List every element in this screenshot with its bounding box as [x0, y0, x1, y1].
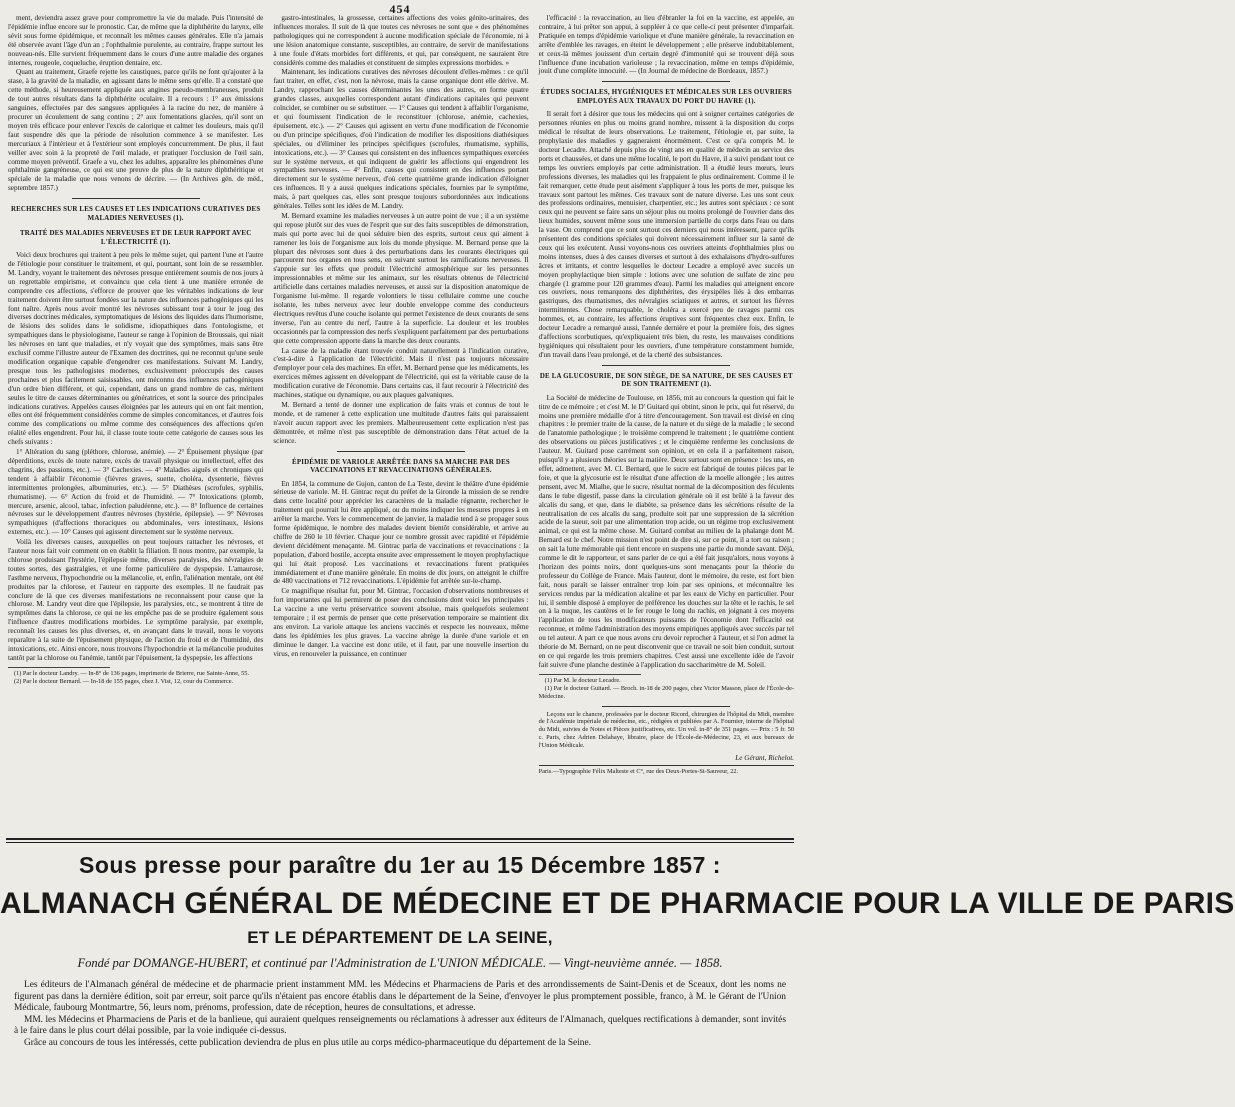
paragraph: Quant au traitement, Graefe rejette les caustiques, parce qu'ils ne font qu'ajouter à la stase, à la gravité de la maladie, en agissant dans le même sens qu'elle. Il a constaté que cette méthode, si heureusement appliquée aux angines pseudo-membraneuses, produit de tout autres résultats dans la diphthérite oculaire. Il a recours : 1° aux émissions sanguines, effectuées par des sangsues appliquées à la racine du nez, de manière à procurer un écoulement de sang continu ; 2° aux fomentations glacées, qu'il sont un moyen très efficace pour enlever l'excès de calorique et calmer les douleurs, mais qu'il faut suspendre dès que la période de résolution commence à se manifester. Les mercuriaux à l'intérieur et à l'extérieur sont employés concurremment. De plus, il faut veiller avec soin à la propreté de l'œil malade, et pratiquer l'occlusion de l'œil sain, comme moyen préventif. Graefe a vu, chez les adultes, apparaître les phénomènes d'une ophthalmie gangréneuse, ce qui est une preuve de plus de la nature diphthéritique et spéciale de la maladie que nous venons de décrire. — (In Archives gén. de méd., septembre 1857.): [8, 68, 264, 193]
paragraph: La Société de médecine de Toulouse, en 1856, mit au concours la question qui fait le titre de ce mémoire ; et c'est M. le D' Guitard qui obtint, sinon le prix, qui fut réservé, du moins une première médaille d'or à titre d'encouragement. Son travail est divisé en cinq chapitres : le premier traite de la cause, de la nature et du siège de la maladie ; le second de l'anatomie pathologique ; le troisième comprend le traitement ; le quatrième contient des observations ou pièces justificatives ; et le cinquième renferme les conclusions de l'auteur. M. Guitard pose carrément son opinion, et en cela il a parfaitement raison, puisqu'il y a plusieurs théories sur la matière. Deux surtout sont en présence : les uns, en effet, admettent, avec M. Cl. Bernard, que le sucre est fabriqué de toutes pièces par le foie, et que la glycosurie est le résultat d'une affection de la moelle allongée ; les autres pensent, avec M. Mialhe, que le sucre, résultat normal de la décomposition des féculents dans le tube digestif, passe dans la circulation générale où il est brûlé à la faveur des alcalis du sang, et que, dans le diabète, sa présence dans les sécrétions résulte de la neutralisation de ces alcalis du sang, produite soit par une suppression de la sécrétion acide de la sueur, soit par une alimentation trop acide, ou un régime trop exclusivement animal, ce qui est la même chose. M. Guitard combat au milieu de la phalange dont M. Bernard est le chef. Notre mission n'est point de dire si, sur ce point, il a tort ou raison ; on sait la lutte mémorable qui tient encore en suspens une partie du monde savant. Déjà, comme le dit le rapporteur, et sans parler de ce qui a été fait jusqu'alors, nous voyons à l'horizon des points noirs, dont quelques-uns sont menaçants pour la théorie du professeur du Collège de France. Mais l'auteur, dont le mémoire, du reste, est fort bien fait, nous paraît se laisser entraîner trop loin par ses opinions, et méconnaître les services rendus par la médication alcaline et par les eaux de Vichy en particulier. Pour lui, il semble disposé à employer de préférence les douches sur la tête et le rachis, le sel on à la nuque, les cautères et le fer rouge le long du rachis, en joignant à ces moyens l'application de tous les modificateurs puissants de l'économie dont l'efficacité est reconnue, et même l'administration des moyens empiriques appliqués avec succès par tel ou tel auteur. A part ce que nous avons cru devoir reprocher à l'auteur, et si l'on admet la théorie de M. Bernard, on ne peut disconvenir que ce travail ne soit bien conduit, surtout en ce qui regarde les trois premiers chapitres. C'est aussi une excellente idée de l'avoir fait suivre d'une planche destinée à l'application du saccharimètre de M. Soleil.: [538, 393, 794, 669]
signature: Le Gérant, Richelot.: [735, 753, 794, 762]
section-heading: DE LA GLUCOSURIE, DE SON SIÈGE, DE SA NATURE, DE SES CAUSES ET DE SON TRAITEMENT (1).: [539, 372, 793, 389]
paragraph: La cause de la maladie étant trouvée conduit naturellement à l'indication curative, c'est-à-dire à l'application de l'électricité. Mais il n'est pas toujours nécessaire d'employer pour cela des machines. En effet, M. Bernard pense que les médicaments, les exercices mêmes agissent en développant de l'électricité, qui est la véritable cause de la modification curative de l'économie. Dans certains cas, il faut recourir à l'électricité des machines, statique ou dynamique, ou aux plaques galvaniques.: [273, 346, 529, 400]
section-divider: [602, 706, 730, 707]
paragraph: M. Bernard examine les maladies nerveuses à un autre point de vue ; il a un système qui repose plutôt sur des vues de l'esprit que sur des faits susceptibles de démonstration, mais qui porte avec lui de quoi séduire bien des esprits, surtout ceux qui aiment à ramener les lois de l'organisme aux lois du monde physique. M. Bernard pense que la plupart des névroses sont dues à des perturbations dans les courants électriques qui parcourent nos organes en tous sens, en suivant surtout les ramifications nerveuses. Il s'appuie sur les effets que produit l'électricité atmosphérique sur les personnes impressionnables et même sur les animaux, sur les résultats obtenus de l'électricité artificielle dans certaines maladies nerveuses, et aussi sur la disposition anatomique de l'organisme lui-même. Il regarde volontiers le tissu cellulaire comme une couche isolante, les tubes nerveux avec leur double enveloppe comme des conducteurs électriques revêtus d'une couche isolante qui permet l'existence de deux courants de sens inverse, l'un au centre du nerf, l'autre à la superficie. La douleur et les troubles occasionnés par la compression des nerfs s'expliquent parfaitement par des perturbations que cette compression apporte dans la marche des deux courants.: [273, 211, 529, 345]
advertisement-rule: [6, 838, 794, 840]
footnote: (1) Par le docteur Landry. — In-8° de 136 pages, imprimerie de Brierre, rue Sainte-Anne, 55.: [14, 669, 250, 677]
imprint: Paris.—Typographie Félix Malteste et C°, rue des Deux-Portes-St-Sauveur, 22.: [539, 765, 794, 777]
section-heading: TRAITÉ DES MALADIES NERVEUSES ET DE LEUR RAPPORT AVEC L'ÉLECTRICITÉ (1).: [19, 230, 252, 246]
paragraph: M. Bernard a tenté de donner une explication de faits vrais et connus de tout le monde, et de ramener à cette explication une multitude d'autres faits qui paraissaient n'avoir aucun rapport avec les premiers. Malheureusement cette explication n'est pas démontrée, et même n'est pas susceptible de démonstration dans l'état actuel de la science.: [273, 400, 529, 445]
footnote-divider: [539, 674, 641, 675]
paragraph: gastro-intestinales, la grossesse, certaines affections des voies génito-urinaires, des influences morales. Il suit de là que toutes ces névroses ne sont que « des phénomènes pathologiques qui ne correspondent à aucune modification spéciale de l'économie, ni à une lésion anatomique constante, susceptibles, au contraire, de servir de manifestations à une foule d'états morbides fort différents, et qui, par conséquent, ne sauraient être considérés comme des maladies et constituent de simples expressions morbides. »: [273, 14, 529, 67]
paragraph: En 1854, la commune de Gujon, canton de La Teste, devint le théâtre d'une épidémie sérieuse de variole. M. H. Gintrac reçut du préfet de la Gironde la mission de se rendre dans cette localité pour apprécier les caractères de la maladie régnante, rechercher le traitement qui pourrait lui être appliqué, ou du moins indiquer les mesures propres à en arrêter la marche. Vers le commencement de janvier, la maladie tend à se propager sous forme épidémique, le nombre des malades devient bientôt considérable, et arrive au chiffre de 260 le 10 février. Chaque jour ce nombre grossit avec rapidité et l'épidémie devient décidément menaçante. M. Gintrac parla de vaccinations et revaccinations : la population, d'abord hostile, accepta ensuite avec empressement le moyen prophylactique qui lui était proposé. Les vaccinations et revaccinations furent pratiquées immédiatement et d'une manière générale. En moins de dix jours, on atteignit le chiffre de 480 vaccinations et 712 revaccinations. L'épidémie fut arrêtée sur-le-champ.: [273, 479, 529, 586]
ad-paragraph: MM. les Médecins et Pharmaciens de Paris et de la banlieue, qui auraient quelques renseignements ou réclamations à adresser aux éditeurs de l'Almanach, quelques rectifications à demander, sont invités à le faire dans le plus court délai possible, par la voie indiquée ci-dessus.: [14, 1014, 786, 1037]
footnote: (2) Par le docteur Bernard. — In-18 de 155 pages, chez J. Vist, 12, cour du Commerce.: [14, 678, 234, 686]
section-divider: [602, 365, 730, 366]
ad-subtitle: ET LE DÉPARTEMENT DE LA SEINE,: [247, 928, 553, 947]
paragraph: ment, deviendra assez grave pour compromettre la vie du malade. Puis l'intensité de l'épidémie influe encore sur le pronostic. Car, de même que la diphthérite du larynx, elle sévit sous forme épidémique, et reconnaît les mêmes causes générales. Elle n'a jamais été observée avant l'âge d'un an ; l'ophthalmie purulente, au contraire, frappe surtout les nouveau-nés. Elle survient fréquemment dans le cours d'une autre maladie des organes internes, rougeole, coqueluche, éruption dentaire, etc.: [8, 14, 264, 67]
ad-paragraph: Les éditeurs de l'Almanach général de médecine et de pharmacie prient instamment MM. les Médecins et Pharmaciens de Paris et des arrondissements de Saint-Denis et de Sceaux, dont les noms ne figurent pas dans la dernière édition, soit par erreur, soit parce qu'ils n'étaient pas encore établis dans le département de la Seine, d'envoyer le plus promptement possible, franco, à M. le Gérant de l'Union Médicale, faubourg Montmartre, 56, leurs nom, prénoms, profession, date de réception, heures de consultations, et adresse.: [14, 980, 786, 1014]
ad-title: ALMANACH GÉNÉRAL DE MÉDECINE ET DE PHARMACIE POUR LA VILLE DE PARIS: [0, 887, 1235, 920]
section-heading: ÉPIDÉMIE DE VARIOLE ARRÊTÉE DANS SA MARCHE PAR DES VACCINATIONS ET REVACCINATIONS GÉNÉRALES.: [292, 458, 510, 474]
column-2: [273, 14, 528, 832]
ad-founded-line: Fondé par DOMANGE-HUBERT, et continué par l'Administration de L'UNION MÉDICALE. — Vingt-neuvième année. — 1858.: [77, 956, 723, 970]
article-columns: [8, 14, 794, 832]
paragraph: Voilà les diverses causes, auxquelles on peut toujours rattacher les névroses, et l'auteur nous fait voir comment on en établit la filiation. Il nous montre, par exemple, la chlorose produisant l'hystérie, l'épilepsie même, diverses paralysies, des névralgies de toutes sortes, des gastralgies, et une forme particulière de dyspepsie. L'amaurose, l'asthme nerveux, l'hypochondrie ou la mélancolie, et, enfin, l'aliénation mentale, ont été produites par la chlorose, et l'auteur en rapporte des exemples. Il ne faudrait pas conclure de là que ces diverses manifestations ne reconnaissent pour cause que la chlorose. M. Landry veut dire que l'épilepsie, les paralysies, etc., se montrent à titre de symptômes dans la chlorose, ce qui ne les empêche pas de se produire également sous l'influence d'autres modifications morbides. Le symptôme paralysie, par exemple, reconnaît les causes les plus diverses, et, en avançant dans le travail, nous le voyons reparaître à la suite de l'épuisement physique, de l'action du froid et de l'humidité, des intoxications, etc. Ainsi encore, nous trouvons l'hypochondrie et la mélancolie produites tantôt par la chlorose ou l'anémie, tantôt par l'épuisement, la dyspepsie, les affections: [8, 538, 264, 662]
footnote: (1) Par M. le docteur Lecadre.: [544, 676, 621, 684]
page-number: 454: [389, 2, 411, 16]
paragraph: Maintenant, les indications curatives des névroses découlent d'elles-mêmes : ce qu'il faut traiter, en effet, c'est, non la névrose, mais la cause organique dont elle dérive. M. Landry, rapprochant les causes déterminantes les unes des autres, en forme quatre grandes classes, auxquelles correspondent autant d'indications capitales qui peuvent coïncider, se combiner ou se substituer. — 1° Causes qui tendent à affaiblir l'organisme, et qui fournissent l'indication de le reconstituer (chlorose, anémie, cachexies, épuisement, etc.). — 2° Causes qui agissent en vertu d'une modification de l'économie ou d'un principe spécifiques, d'où l'indication de modifier les dispositions diathésiques spéciales, ou d'éliminer les principes spécifiques (scrofules, rhumatisme, syphilis, intoxications, etc.). — 3° Causes qui consistent en des influences sympathiques exercées sur le système nerveux, et qui indiquent de guérir les affections qui engendrent les sympathies nerveuses. — 4° Enfin, causes qui consistent en des influences portant directement sur le système nerveux, d'où cette quatrième grande indication d'éloigner ces influences. Il y a aussi quelques indications spéciales, fournies par le symptôme, mais, à part quelques cas, elles sont presque toujours subordonnées aux indications générales. Telles sont les idées de M. Landry.: [273, 68, 529, 211]
ad-paragraph: Grâce au concours de tous les intéressés, cette publication deviendra de plus en plus utile au corps médico-pharmaceutique du département de la Seine.: [24, 1037, 591, 1048]
book-notice: Leçons sur le chancre, professées par le docteur Ricord, chirurgien de l'hôpital du Midi, membre de l'Académie impériale de médecine, etc., rédigées et publiées par A. Fournier, interne de l'hôpital du Midi, suivies de Notes et Pièces justificatives, etc. Un vol. in-8° de 351 pages. — Prix : 5 fr. 50 c. Paris, chez Adrien Delahaye, libraire, place de l'École-de-Médecine, 23, et aux bureaux de l'Union Médicale.: [538, 710, 794, 749]
paragraph: 1° Altération du sang (pléthore, chlorose, anémie). — 2° Épuisement physique (par déperditions, excès de toute nature, excès de travail physique ou intellectuel, effet des chagrins, des passions, etc.). — 3° Cachexies. — 4° Maladies aiguës et chroniques qui tendent à affaiblir l'économie (fièvres graves, suette, choléra, dysenterie, fièvres intermittentes prolongées, albuminuries, etc.). — 5° Diathèses (scrofules, syphilis, rhumatisme). — 6° Action du froid et de l'humidité. — 7° Intoxications (plomb, mercure, arsenic, alcool, tabac, infection paludéenne, etc.). — 8° Influence de certaines névroses sur le développement d'autres névroses (hystérie, épilepsie). — 9° Névroses sympathiques (d'affections thoraciques ou abdominales, vers intestinaux, lésions externes, etc.). — 10° Causes qui agissent directement sur le système nerveux.: [8, 448, 264, 537]
footnote: (1) Par le docteur Guitard. — Broch. in-18 de 200 pages, chez Victor Masson, place de l'École-de-Médecine.: [538, 685, 794, 700]
footnote-divider: [8, 667, 110, 668]
paragraph: Il serait fort à désirer que tous les médecins qui ont à soigner certaines catégories de personnes réunies en plus ou moins grand nombre, missent à la disposition du corps médical le résultat de leurs observations. Le traitement, l'étiologie et, par suite, la prophylaxie des maladies y gagneraient énormément. C'est ce qu'a compris M. le docteur Lecadre. Attaché depuis plus de vingt ans en qualité de médecin au service des ports et chaussées, et dans une même localité, le port du Havre, il a suivi pendant tout ce temps les ouvriers employés par cette administration. Il a étudié leurs mœurs, leurs professions diverses, les maladies qui les frappaient le plus ordinairement. Comme il le fait remarquer, cette étude peut aisément s'appliquer à tous les ports de mer, puisque les travaux sont partout les mêmes. Ces travaux sont de nature diverse. Les uns sont ceux des professions ordinaires, menuisier, charpentier, etc.; les autres sont spéciaux : ce sont ceux qui ne peuvent se faire sans un séjour plus ou moins prolongé de l'ouvrier dans des lieux humides, souvent même sous une immersion partielle du corps dans l'eau ou dans la vase. On comprend que ce sont surtout ces derniers qui nous intéressent, parce qu'ils présentent des conditions spéciales qui doivent nécessairement influer sur la santé de ceux qui les exécutent. Aussi voyons-nous ces ouvriers atteints d'ophthalmies plus ou moins intenses, dues à des causes diverses et surtout à des exhalaisons d'hydro-sulfures âcres et irritants, et contre lesquelles le docteur Lecadre a employé avec succès un moyen prophylactique bien simple : lotions avec une solution de sulfate de zinc peu chargée (1 gramme pour 120 grammes d'eau). Parmi les maladies qui atteignent encore ces ouvriers, nous remarquons des diphthérites, des érysipèles liés à des embarras gastriques, des rhumatismes, des névralgies sciatiques et autres, et surtout les fièvres intermittentes. Chose remarquable, le choléra a exercé peu de ravages parmi ces hommes, et, au contraire, les affections éruptives sont fréquentes chez eux. Enfin, le docteur Lecadre a remarqué aussi, l'année dernière et pour la première fois, des signes d'affections scorbutiques, qu'expliquaient très bien, du reste, les mauvaises conditions hygiéniques qui résultaient pour les ouvriers, d'une température constamment humide, d'un travail dans l'eau prolongé, et de la cherté des subsistances.: [538, 110, 794, 359]
section-heading: ÉTUDES SOCIALES, HYGIÉNIQUES ET MÉDICALES SUR LES OUVRIERS EMPLOYÉS AUX TRAVAUX DU PORT DU HAVRE (1).: [540, 89, 792, 105]
paragraph: Ce magnifique résultat fut, pour M. Gintrac, l'occasion d'observations nombreuses et fort importantes qui lui permirent de poser des conclusions dont voici les principales : La vaccine a une vertu préservatrice souvent absolue, mais quelquefois seulement temporaire ; il est permis de penser que cette préservation temporaire se maintient dix ans environ. La variole attaque les anciens vaccinés et respecte les nouveaux, même dans les épidémies les plus graves. La vaccine abrège la durée d'une variole et en diminue le danger. La vaccine est donc utile, et il faut, par une nouvelle insertion du virus, en renouveler la puissance, en continuer: [273, 587, 529, 658]
section-heading: RECHERCHES SUR LES CAUSES ET LES INDICATIONS CURATIVES DES MALADIES NERVEUSES (1).: [10, 206, 261, 222]
section-divider: [602, 81, 730, 82]
column-1: [8, 14, 263, 832]
ad-body: [14, 980, 786, 1050]
paragraph: l'efficacité : la revaccination, au lieu d'ébranler la foi en la vaccine, est appelée, au contraire, à lui prêter son appui, à suppléer à ce que celle-ci peut présenter d'imparfait. Pratiquée en temps d'épidémie variolique et d'une manière générale, la revaccination en arrête d'emblée les ravages, en éteint le développement ; elle préserve indubitablement, et ceux-là mêmes jouissent d'un certain degré d'immunité qui se trouvent déjà sous l'influence d'une incubation varioleuse ; la revaccination, même en temps d'épidémie, jouit d'une complète innocuité. — (In Journal de médecine de Bordeaux, 1857.): [538, 14, 794, 76]
paragraph: Voici deux brochures qui traitent à peu près le même sujet, qui partent l'une et l'autre de l'étiologie pour constituer le traitement, et qui, pourtant, sont loin de se ressembler. M. Landry, voyant le traitement des névroses presque entièrement soumis de nos jours à un regrettable empirisme, et convaincu que cela tient à une manière erronée de comprendre ces affections, s'efforce de prouver que les véritables indications de leur traitement doivent être surtout fondées sur la nature des influences pathogéniques qui les font naître. Après nous avoir montré les névroses subissant tour à tour le joug des diverses doctrines médicales, symptomatiques de lésions des liquides dans l'humorisme, de lésions des solides dans le solidisme, idiopathiques dans l'ontologisme, et sympathiques dans le physiologisme, l'auteur se range à l'opinion de Broussais, qui niait les névroses en tant que maladies, et n'y voyait que des symptômes, mais sans être exclusif comme l'illustre auteur de l'Examen des doctrines, qui ne reconnut qu'une seule modification organique capable d'engendrer ces manifestations. Suivant M. Landry, presque tous les pathologistes modernes, exclusivement préoccupés des causes prochaines et plus facilement saisissables, ont méconnu des influences pathogéniques d'un ordre bien différent, et qui, cependant, dans un grand nombre de cas, méritent seules le titre de causes déterminantes ou génératrices, et sont la source des principales indications curatives. Appelées causes éloignées par les auteurs qui en ont fait mention, elles ont été fréquemment considérées comme de simples concomitances, et d'autres fois comme des complications ou même comme des conséquences des affections qu'en réalité elles engendrent. Pour lui, il classe toute toute cette catégorie de causes sous les chefs suivants :: [8, 251, 264, 447]
ad-announcement: Sous presse pour paraître du 1er au 15 Décembre 1857 :: [79, 852, 721, 878]
column-3: [539, 14, 794, 832]
advertisement-rule: [6, 842, 794, 843]
section-divider: [72, 198, 200, 199]
section-divider: [337, 451, 465, 452]
